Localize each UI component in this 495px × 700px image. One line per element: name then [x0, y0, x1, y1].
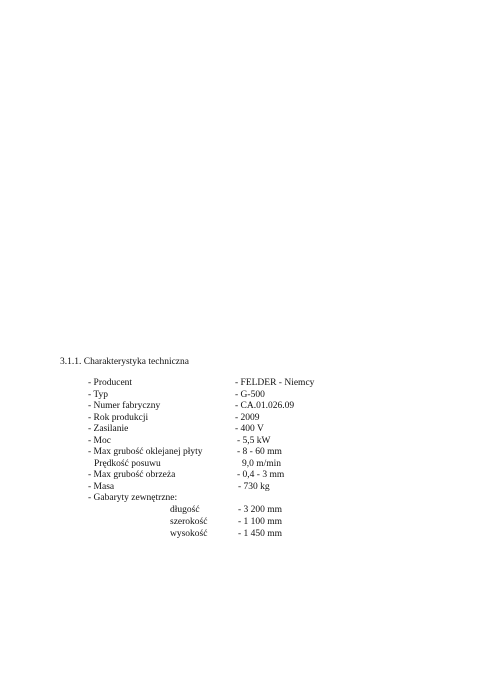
- spec-value: 9,0 m/min: [242, 458, 282, 469]
- spec-row-zasilanie: [0, 424, 495, 436]
- spec-label: - Max grubość obrzeża: [88, 470, 176, 480]
- spec-row-gabaryty: [0, 493, 495, 505]
- spec-label: - Rok produkcji: [88, 412, 149, 423]
- dimension-label: długość: [170, 505, 200, 515]
- spec-row-moc: [0, 436, 495, 448]
- spec-label: - Zasilanie: [88, 424, 129, 434]
- spec-value: - 0,4 - 3 mm: [237, 470, 285, 480]
- spec-list: [0, 378, 495, 505]
- spec-value: - 5,5 kW: [237, 435, 271, 446]
- spec-row-max-grubosc-plyty: [0, 447, 495, 459]
- spec-value: - G-500: [235, 389, 265, 400]
- spec-value: - 400 V: [235, 424, 264, 434]
- spec-row-masa: [0, 482, 495, 494]
- dimension-value: - 1 450 mm: [238, 529, 283, 539]
- section-heading: 3.1.1. Charakterystyka techniczna: [60, 357, 189, 367]
- spec-label: Prędkość posuwu: [94, 458, 161, 469]
- spec-label: - Typ: [88, 389, 109, 400]
- dimension-value: - 3 200 mm: [238, 505, 283, 515]
- spec-label: - Masa: [88, 481, 115, 492]
- spec-label: - Producent: [88, 378, 133, 388]
- spec-value: - FELDER - Niemcy: [235, 378, 315, 388]
- spec-label: - Max grubość oklejanej płyty: [88, 447, 203, 457]
- spec-row-producent: [0, 378, 495, 390]
- spec-label: - Moc: [88, 435, 111, 446]
- dimension-label: wysokość: [170, 529, 208, 539]
- dimension-row-dlugosc: [0, 504, 495, 516]
- dimension-label: szerokość: [170, 517, 208, 527]
- dimension-row-szerokosc: [0, 516, 495, 528]
- spec-label: - Gabaryty zewnętrzne:: [88, 493, 178, 503]
- dimensions-list: [0, 504, 495, 540]
- spec-value: - CA.01.026.09: [235, 401, 295, 411]
- spec-row-typ: [0, 390, 495, 402]
- spec-label: - Numer fabryczny: [88, 401, 161, 411]
- spec-value: - 8 - 60 mm: [237, 447, 282, 457]
- spec-value: - 730 kg: [238, 481, 270, 492]
- spec-row-rok-produkcji: [0, 413, 495, 425]
- spec-row-max-grubosc-obrzeza: [0, 470, 495, 482]
- spec-value: - 2009: [235, 412, 260, 423]
- dimension-value: - 1 100 mm: [238, 517, 283, 527]
- spec-row-predkosc-posuwu: [0, 459, 495, 471]
- dimension-row-wysokosc: [0, 528, 495, 540]
- spec-row-numer-fabryczny: [0, 401, 495, 413]
